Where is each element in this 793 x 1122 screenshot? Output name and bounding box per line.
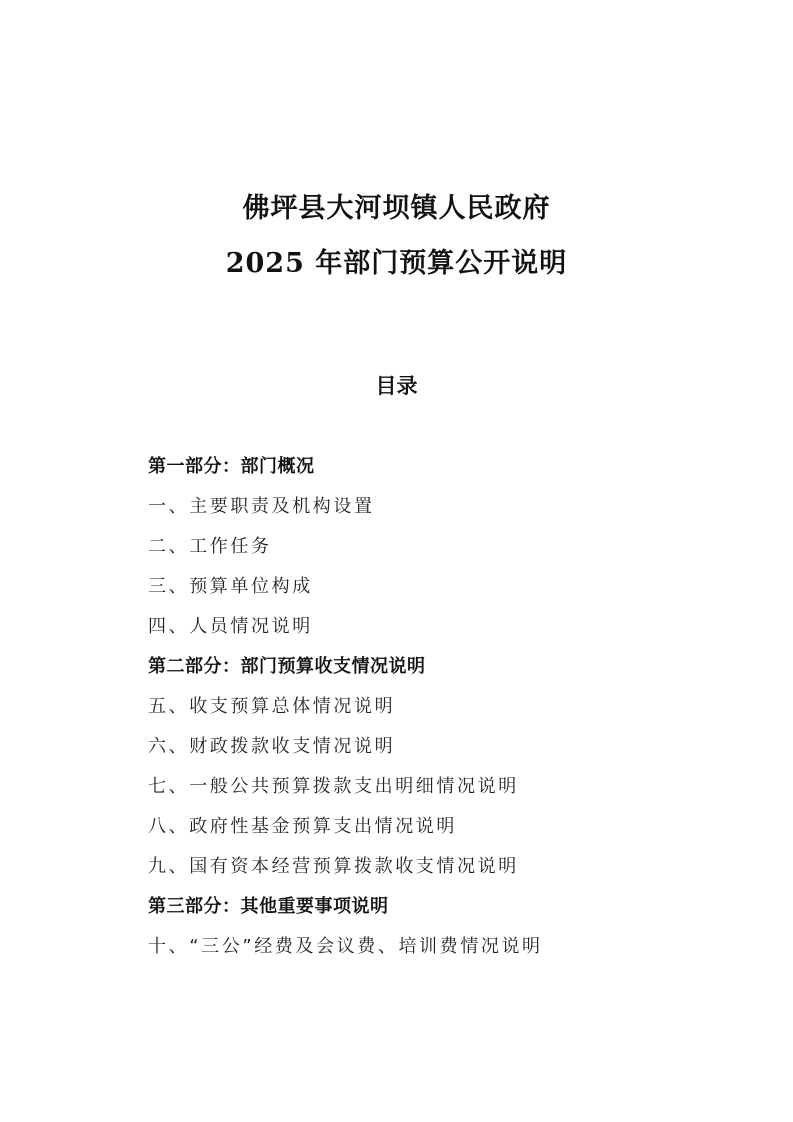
document-title-line-2: 2025 年部门预算公开说明 [225,248,568,279]
toc-item-7: 七、一般公共预算拨款支出明细情况说明 [148,776,519,797]
table-of-contents [148,452,708,972]
toc-part-1: 第一部分：部门概况 [148,456,315,477]
toc-item-2: 二、工作任务 [148,536,272,557]
toc-item-8: 八、政府性基金预算支出情况说明 [148,816,457,837]
toc-part-2: 第二部分：部门预算收支情况说明 [148,656,426,677]
toc-item-9: 九、国有资本经营预算拨款收支情况说明 [148,856,519,877]
toc-item-4: 四、人员情况说明 [148,616,313,637]
toc-item-10: 十、“三公”经费及会议费、培训费情况说明 [148,936,543,957]
toc-item-5: 五、收支预算总体情况说明 [148,696,396,717]
toc-item-3: 三、预算单位构成 [148,576,313,597]
toc-heading: 目录 [375,374,418,398]
toc-item-6: 六、财政拨款收支情况说明 [148,736,396,757]
document-title-line-1: 佛坪县大河坝镇人民政府 [242,193,551,224]
toc-item-1: 一、主要职责及机构设置 [148,496,375,517]
toc-part-3: 第三部分：其他重要事项说明 [148,896,389,917]
